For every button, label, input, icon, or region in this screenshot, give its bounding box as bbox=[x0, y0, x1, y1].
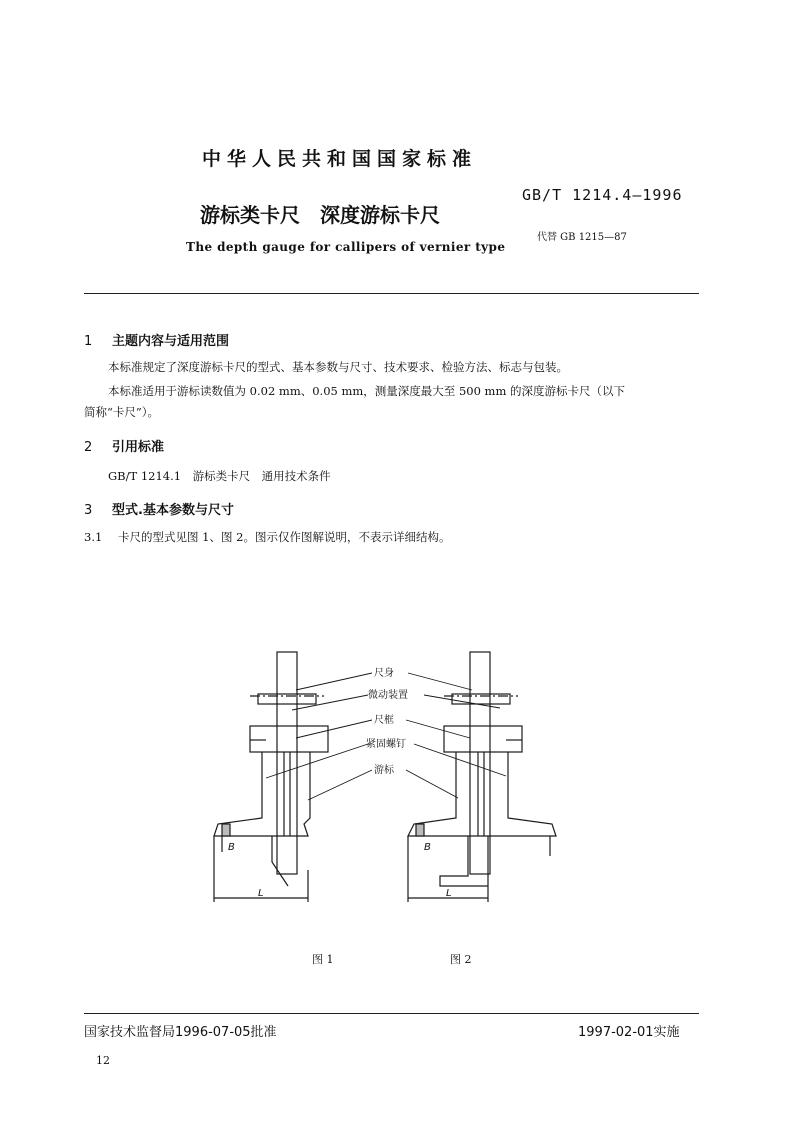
document-title-cn: 游标类卡尺 深度游标卡尺 bbox=[200, 203, 440, 227]
dim-b-label-2: B bbox=[424, 842, 431, 853]
leader-vernier-1 bbox=[308, 770, 372, 800]
section-heading-3 bbox=[84, 499, 234, 518]
dim-l-label-1: L bbox=[258, 888, 264, 899]
section-number: 1 bbox=[84, 334, 93, 349]
label-lock-screw: 紧固螺钉 bbox=[366, 739, 406, 750]
frame-head-1 bbox=[250, 726, 328, 752]
section-title: 主题内容与适用范围 bbox=[112, 334, 230, 349]
section-number: 2 bbox=[84, 440, 93, 455]
section-heading-2 bbox=[84, 436, 164, 455]
frame-head-2 bbox=[444, 726, 522, 752]
depth-gauge-figure bbox=[200, 640, 580, 915]
leader-screw-1 bbox=[266, 744, 368, 778]
label-fine-adjust: 微动装置 bbox=[368, 690, 408, 701]
gauge-figure-1 bbox=[214, 652, 328, 902]
section-number: 3 bbox=[84, 503, 93, 518]
leader-fine-2 bbox=[424, 695, 500, 708]
footer-divider bbox=[84, 1013, 699, 1014]
section1-paragraph-2-cont: 简称“卡尺”）。 bbox=[84, 405, 160, 419]
replaces-note: 代替 GB 1215—87 bbox=[537, 232, 627, 243]
figure-1-caption: 图 1 bbox=[312, 953, 334, 966]
section-heading-1 bbox=[84, 330, 229, 349]
main-beam-2 bbox=[470, 652, 490, 874]
section1-paragraph-1: 本标准规定了深度游标卡尺的型式、基本参数与尺寸、技术要求、检验方法、标志与包装。 bbox=[108, 360, 568, 374]
leader-vernier-2 bbox=[406, 770, 458, 798]
clause-text: 卡尺的型式见图 1、图 2。图示仅作图解说明，不表示详细结构。 bbox=[118, 530, 451, 544]
header-divider bbox=[84, 293, 699, 294]
section1-paragraph-2: 本标准适用于游标读数值为 0.02 mm、0.05 mm，测量深度最大至 500 mm 的深度游标卡尺（以下 bbox=[108, 384, 626, 398]
clause-3-1 bbox=[84, 527, 450, 547]
leader-beam-1 bbox=[296, 673, 372, 690]
label-main-beam: 尺身 bbox=[374, 668, 394, 679]
standard-code: GB/T 1214.4—1996 bbox=[522, 186, 683, 204]
section-title: 引用标准 bbox=[112, 440, 165, 455]
document-title-en: The depth gauge for callipers of vernier type bbox=[186, 240, 506, 254]
main-beam-1 bbox=[277, 652, 297, 874]
page-number: 12 bbox=[96, 1054, 110, 1067]
label-frame: 尺框 bbox=[374, 715, 394, 726]
anvil-hatch-2 bbox=[416, 824, 424, 836]
anvil-hatch-1 bbox=[222, 824, 230, 836]
approval-date: 国家技术监督局1996-07-05批准 bbox=[84, 1025, 277, 1040]
normative-reference: GB/T 1214.1 游标类卡尺 通用技术条件 bbox=[108, 469, 331, 483]
clause-number: 3.1 bbox=[84, 530, 103, 544]
leader-screw-2 bbox=[414, 744, 506, 776]
probe-tip-1 bbox=[272, 836, 288, 886]
country-standard-heading: 中华人民共和国国家标准 bbox=[202, 148, 478, 170]
effective-date: 1997-02-01实施 bbox=[578, 1025, 680, 1040]
probe-foot-2 bbox=[440, 836, 488, 886]
leader-beam-2 bbox=[408, 673, 472, 690]
section-title: 型式.基本参数与尺寸 bbox=[112, 503, 234, 518]
leader-frame-1 bbox=[296, 720, 372, 738]
leader-frame-2 bbox=[406, 720, 470, 738]
dim-l-label-2: L bbox=[446, 888, 452, 899]
leader-fine-1 bbox=[292, 695, 368, 710]
label-vernier: 游标 bbox=[374, 765, 394, 776]
gauge-figure-2 bbox=[408, 652, 556, 902]
dim-b-label-1: B bbox=[228, 842, 235, 853]
frame-body-2 bbox=[408, 752, 556, 836]
figure-2-caption: 图 2 bbox=[450, 953, 472, 966]
